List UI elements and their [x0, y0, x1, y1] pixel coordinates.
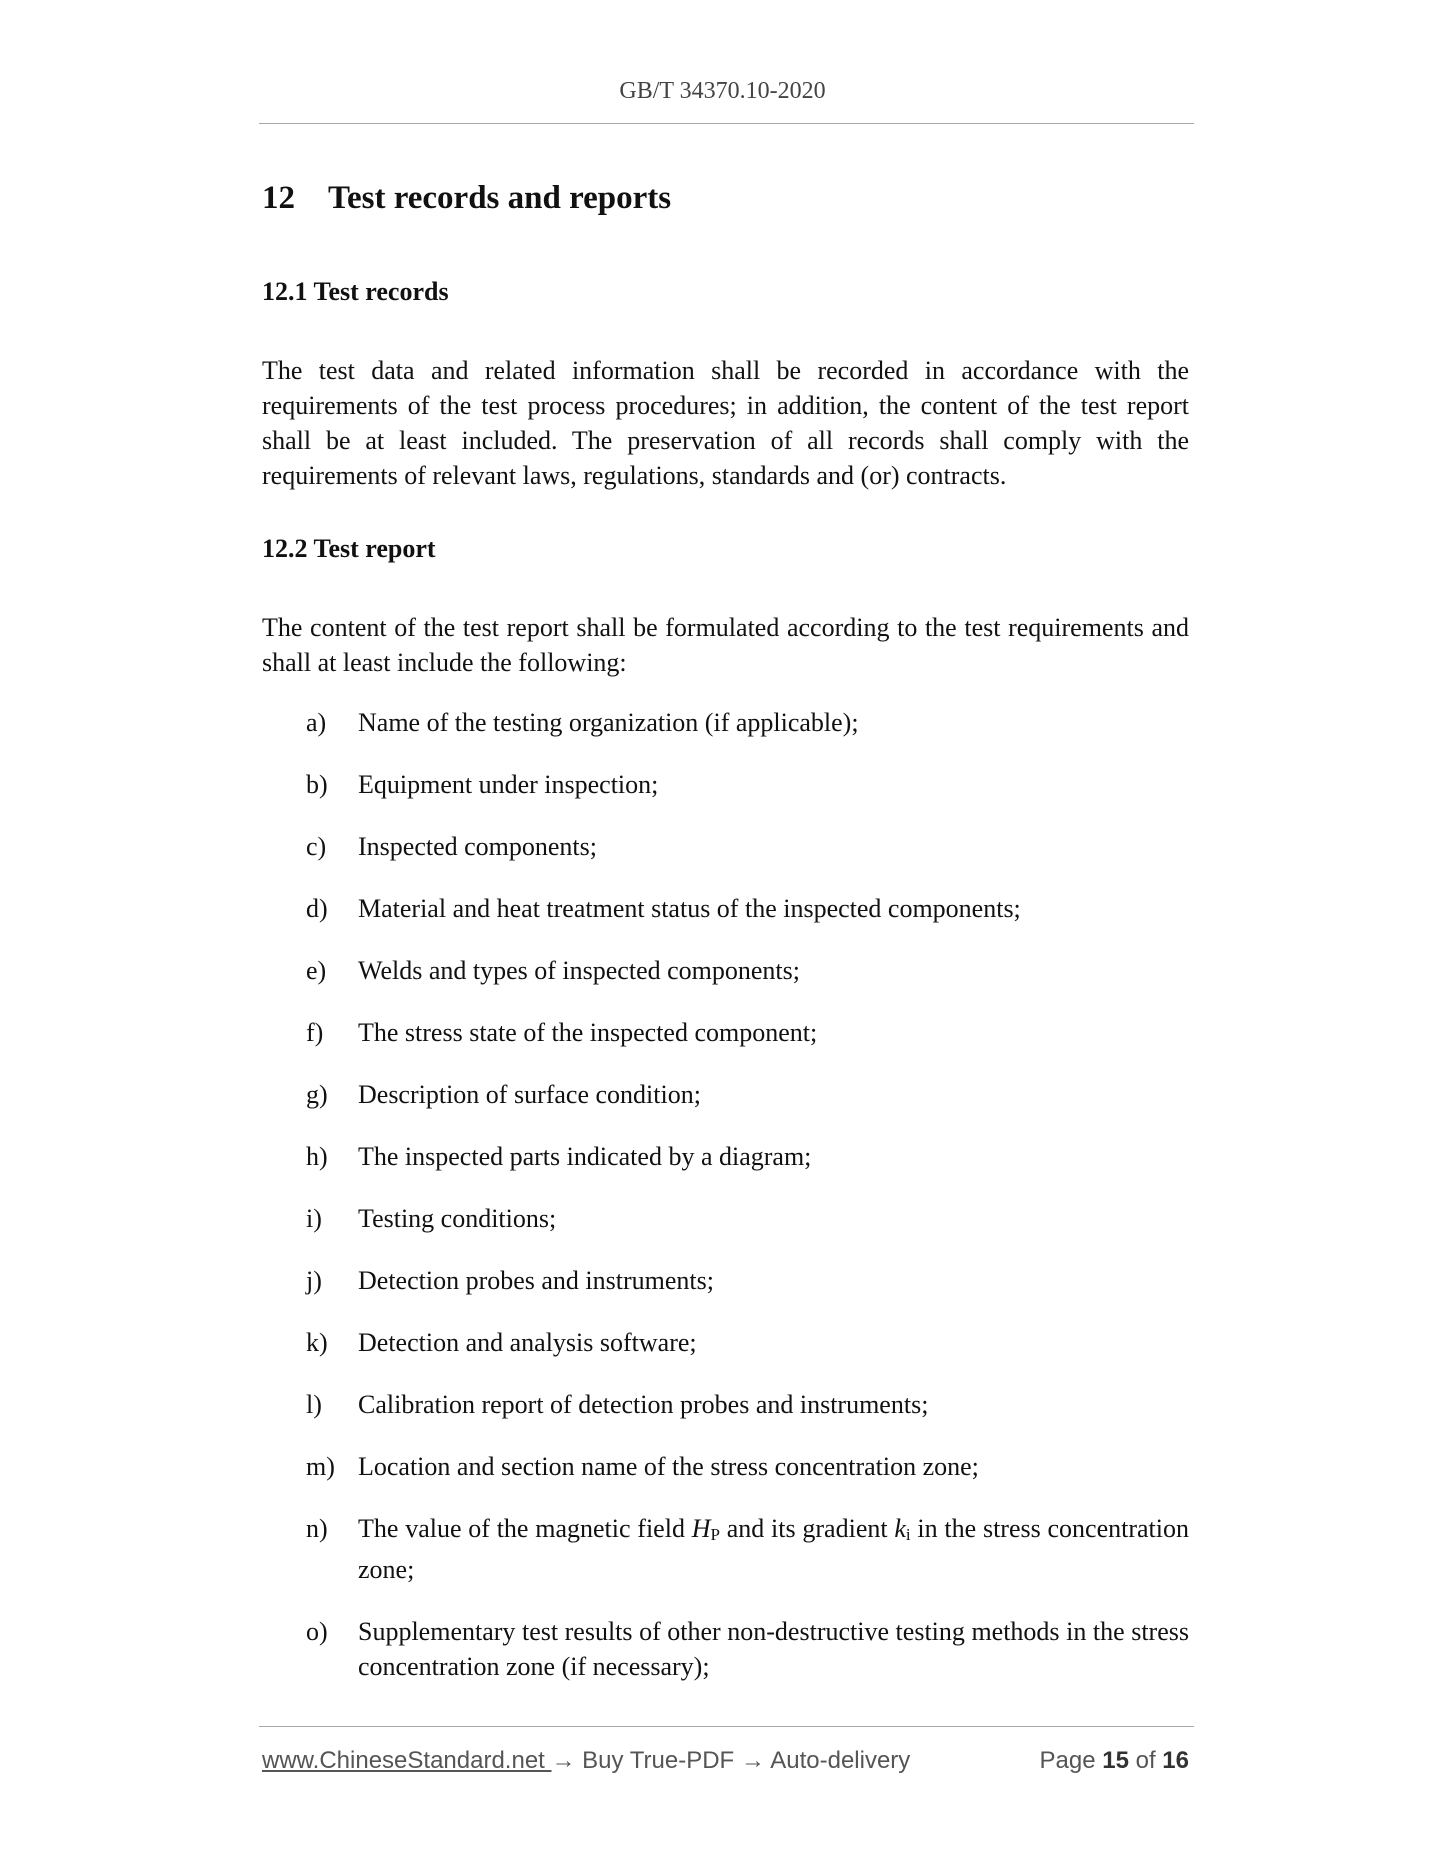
auto-delivery-text: Auto-delivery [770, 1747, 911, 1774]
arrow-icon: → [740, 1747, 765, 1774]
section-heading [262, 180, 671, 217]
subsection-heading-test-records: 12.1 Test records [262, 277, 449, 306]
site-link[interactable]: www.ChineseStandard.net [262, 1747, 552, 1774]
list-item: a) Name of the testing organization (if applicable); [306, 708, 859, 737]
list-item: m) Location and section name of the stress concentration zone; [306, 1452, 979, 1481]
footer-divider [259, 1726, 1194, 1727]
list-item: c) Inspected components; [306, 832, 597, 861]
list-item: d) Material and heat treatment status of the inspected components; [306, 894, 1021, 923]
magnetic-field-symbol: H [691, 1514, 711, 1543]
buy-true-pdf-link[interactable]: Buy True-PDF [582, 1747, 735, 1774]
header-divider [259, 123, 1194, 124]
list-item: e) Welds and types of inspected components; [306, 956, 800, 985]
report-contents-list [306, 705, 1189, 1711]
list-item: f) The stress state of the inspected component; [306, 1018, 818, 1047]
arrow-icon: → [551, 1747, 576, 1774]
page-footer [262, 1747, 1189, 1775]
list-item: k) Detection and analysis software; [306, 1328, 697, 1357]
page-indicator: Page 15 of 16 [1039, 1747, 1189, 1774]
paragraph-test-report: The content of the test report shall be formulated according to the test requirements and shall at least include the following: [262, 613, 1189, 677]
total-pages-number: 16 [1162, 1747, 1189, 1774]
paragraph-test-records: The test data and related information shall be recorded in accordance with the requirements of the test process procedures; in addition, the content of the test report shall be at least included. The preservation of all records shall comply with the requirements of relevant laws, regulations, standards and (or) contracts. [262, 356, 1189, 490]
document-code-header: GB/T 34370.10-2020 [619, 78, 826, 104]
list-item-magnetic-field: n) The value of the magnetic field $H_P$ and its gradient $k_i$ in the stress concentration zone; [306, 1514, 1189, 1584]
list-item: l) Calibration report of detection probes and instruments; [306, 1390, 929, 1419]
list-item: o) Supplementary test results of other non-destructive testing methods in the stress concentration zone (if necessary); [306, 1617, 1189, 1681]
list-item: i) Testing conditions; [306, 1204, 557, 1233]
list-item: b) Equipment under inspection; [306, 770, 659, 799]
gradient-symbol: k [894, 1514, 906, 1543]
current-page-number: 15 [1102, 1747, 1129, 1774]
subsection-heading-test-report: 12.2 Test report [262, 534, 436, 563]
section-number: 12 [262, 180, 295, 216]
list-item: h) The inspected parts indicated by a diagram; [306, 1142, 812, 1171]
list-item: g) Description of surface condition; [306, 1080, 701, 1109]
section-title: Test records and reports [328, 180, 672, 216]
list-item: j) Detection probes and instruments; [306, 1266, 714, 1295]
